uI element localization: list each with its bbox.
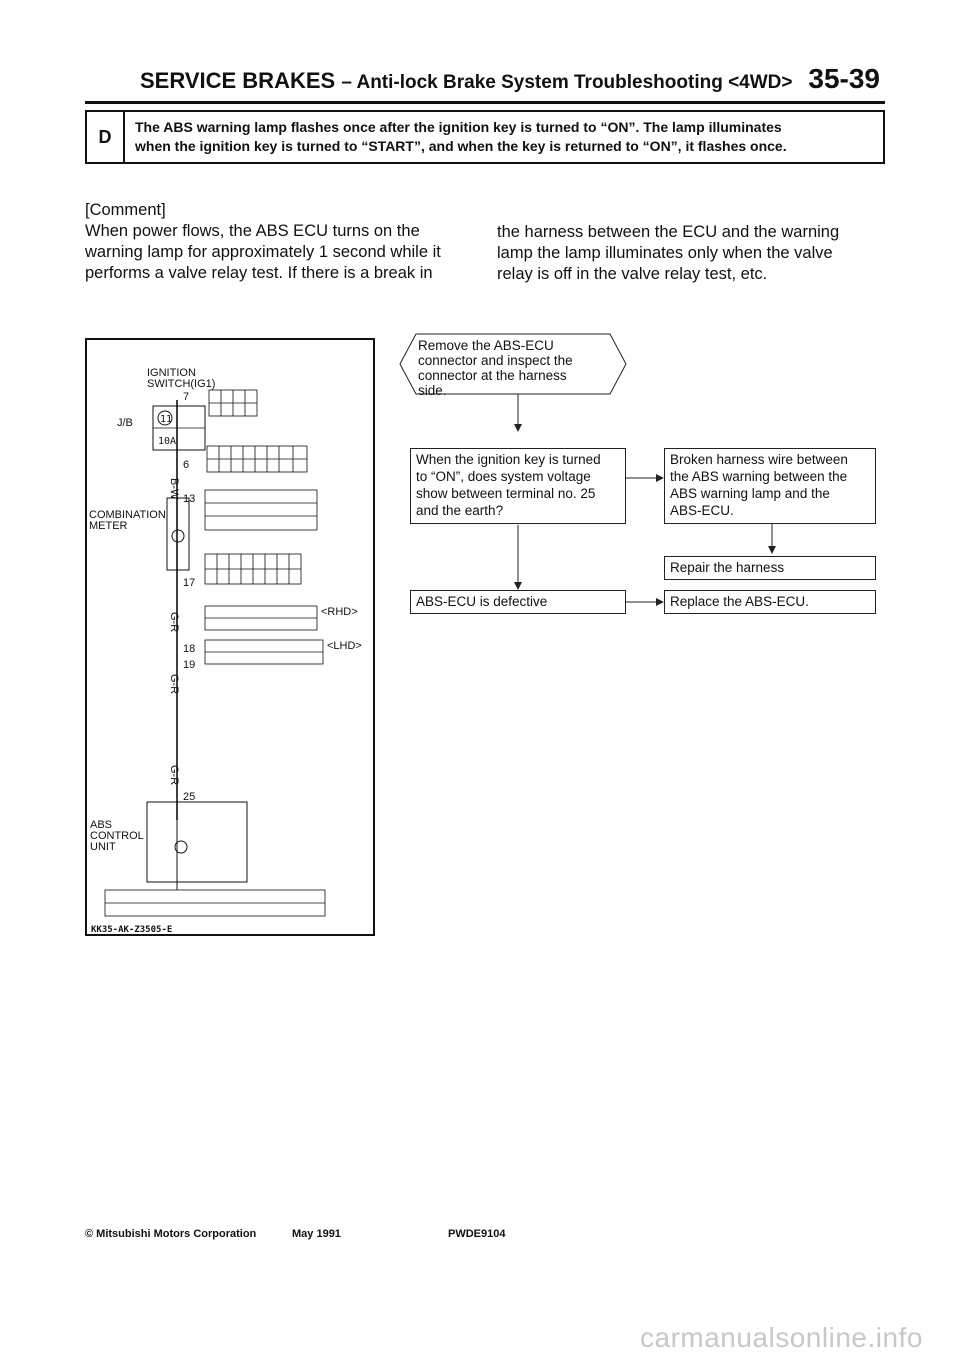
- fuse-amp: 10A: [158, 436, 177, 447]
- flow-question-line: and the earth?: [416, 503, 504, 518]
- jb-label: J/B: [117, 417, 133, 429]
- lhd-label: <LHD>: [327, 640, 362, 652]
- diagram-code: KK35-AK-Z3505-E: [91, 925, 173, 935]
- flow-result-line: ABS-ECU.: [670, 503, 734, 518]
- section-title: SERVICE BRAKES: [140, 68, 336, 93]
- footer-copyright: © Mitsubishi Motors Corporation: [85, 1228, 257, 1240]
- connector-grid-abs: [105, 890, 325, 916]
- watermark: carmanualsonline.info: [640, 1322, 923, 1353]
- flow-question-line: show between terminal no. 25: [416, 486, 596, 501]
- wire-color-bw: B-W: [168, 478, 180, 500]
- flow-result-line: the ABS warning between the: [670, 469, 848, 484]
- flow-question-line: to “ON”, does system voltage: [416, 469, 591, 484]
- abs-unit-label-1: ABS: [90, 819, 113, 831]
- connector-grid-rhd: [205, 606, 317, 630]
- pin-7: 7: [183, 391, 190, 403]
- flow-start-line: connector and inspect the: [418, 353, 573, 368]
- flow-start-step: [418, 338, 608, 398]
- pin-6: 6: [183, 459, 190, 471]
- flow-replace-box: Replace the ABS-ECU.: [664, 590, 876, 614]
- pin-19: 19: [183, 659, 196, 671]
- fuse-number: 11: [160, 414, 173, 425]
- comment-line: When power flows, the ABS ECU turns on the: [85, 222, 420, 240]
- comment-line: warning lamp for approximately 1 second while it: [85, 243, 441, 261]
- symptom-text: [135, 118, 875, 156]
- symptom-line-2: when the ignition key is turned to “START”, and when the key is returned to “ON”, it flashes once.: [135, 138, 787, 154]
- pin-13: 13: [183, 493, 196, 505]
- comment-line: lamp the lamp illuminates only when the valve: [497, 244, 833, 262]
- flow-repair-box: Repair the harness: [664, 556, 876, 580]
- flow-question-line: When the ignition key is turned: [416, 452, 601, 467]
- footer-date: May 1991: [292, 1228, 341, 1240]
- flow-start-line: side.: [418, 383, 447, 398]
- abs-unit-label-2: CONTROL: [90, 830, 144, 842]
- combination-meter-label-1: COMBINATION: [89, 509, 166, 521]
- connector-grid-2: [207, 446, 307, 472]
- footer-doc-code: PWDE9104: [448, 1228, 506, 1240]
- wire-color-gr: G-R: [168, 674, 180, 695]
- page-number: 35-39: [808, 63, 880, 94]
- ignition-switch-label-2: SWITCH(IG1): [147, 378, 216, 390]
- connector-grid-lhd: [205, 640, 323, 664]
- flow-broken-harness-box: [664, 448, 876, 524]
- wire-color-gr: G-R: [168, 765, 180, 786]
- comment-heading: [Comment]: [85, 201, 166, 219]
- flow-defective-box: ABS-ECU is defective: [410, 590, 626, 614]
- pin-18: 18: [183, 643, 196, 655]
- symptom-line-1: The ABS warning lamp flashes once after the ignition key is turned to “ON”. The lamp illuminates: [135, 119, 782, 135]
- symptom-box: [85, 110, 885, 164]
- comment-line: relay is off in the valve relay test, etc.: [497, 265, 768, 283]
- header-rule: [85, 101, 885, 104]
- abs-unit-label-3: UNIT: [90, 841, 116, 853]
- flow-start-line: connector at the harness: [418, 368, 567, 383]
- pin-25: 25: [183, 791, 196, 803]
- comment-column-1: [85, 200, 470, 284]
- wiring-diagram: [85, 338, 375, 936]
- rhd-label: <RHD>: [321, 606, 358, 618]
- connector-grid-3: [205, 490, 317, 530]
- flow-start-line: Remove the ABS-ECU: [418, 338, 554, 353]
- symptom-code: D: [87, 112, 125, 162]
- flow-question-box: [410, 448, 626, 524]
- combination-meter-label-2: METER: [89, 520, 128, 532]
- pin-17: 17: [183, 577, 196, 589]
- subsection-title: – Anti-lock Brake System Troubleshooting <4WD>: [341, 72, 793, 93]
- connector-grid-4: [205, 554, 301, 584]
- connector-grid-1: [209, 390, 257, 416]
- flow-result-line: Broken harness wire between: [670, 452, 848, 467]
- ignition-switch-label-1: IGNITION: [147, 367, 196, 379]
- comment-column-2: [497, 222, 887, 285]
- comment-line: performs a valve relay test. If there is a break in: [85, 264, 433, 282]
- page-header: [140, 63, 880, 94]
- wiring-diagram-svg: [87, 340, 377, 938]
- wire-color-gr: G-R: [168, 612, 180, 633]
- comment-line: the harness between the ECU and the warning: [497, 223, 840, 241]
- flow-result-line: ABS warning lamp and the: [670, 486, 830, 501]
